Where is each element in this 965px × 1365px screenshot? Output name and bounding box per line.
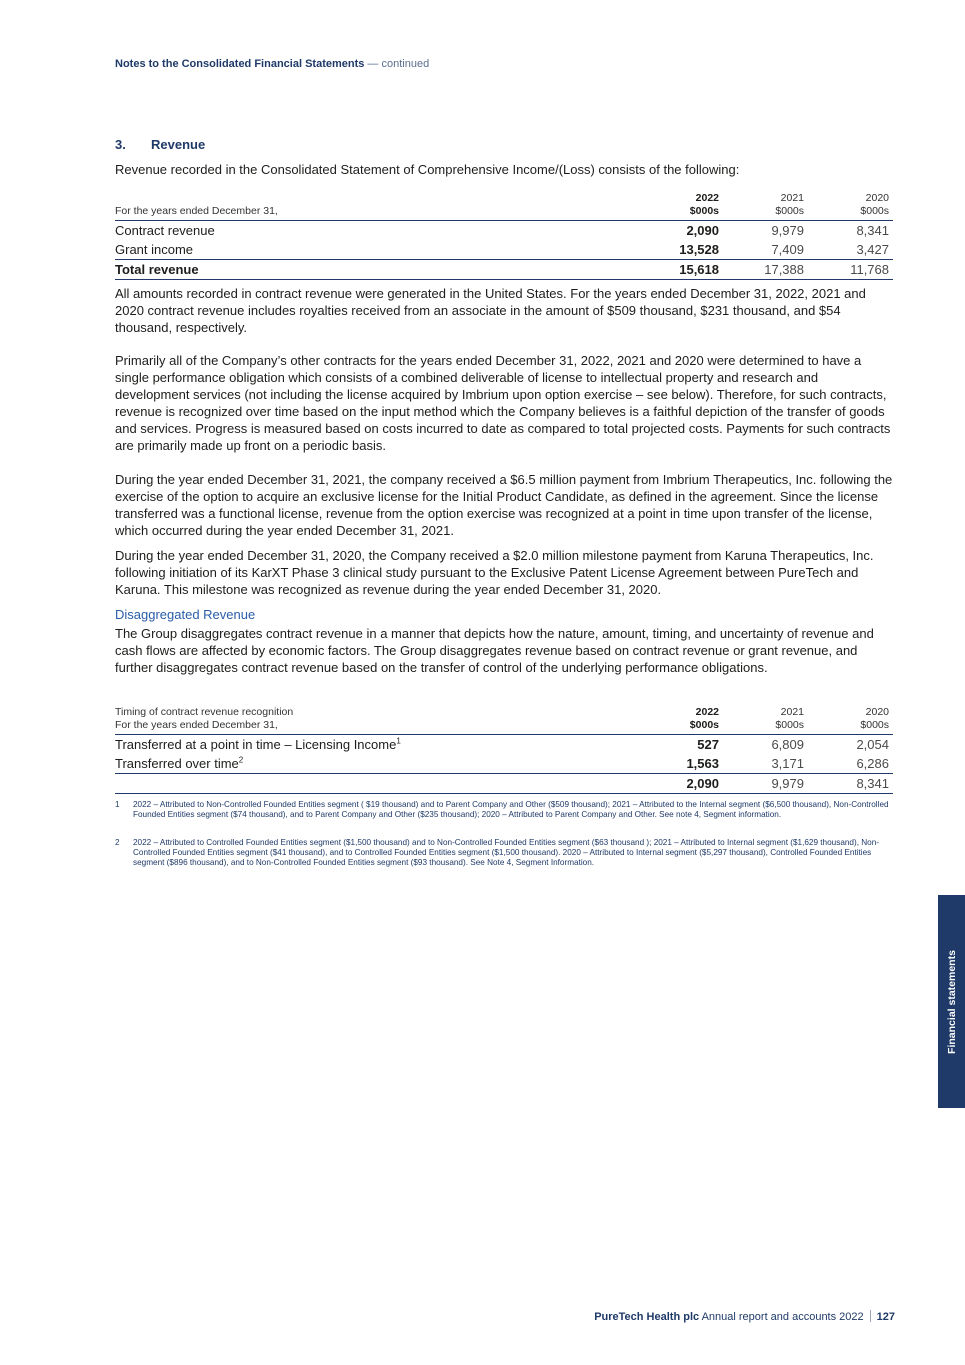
section-number: 3.: [115, 137, 126, 152]
table-row: [115, 221, 893, 241]
timing-table: [115, 706, 893, 794]
paragraph-performance-obligation: Primarily all of the Company’s other contracts for the years ended December 31, 2022, 2021 and 2020 were determined to have a single performance obligation which consists of a combined deliverable of license to intellectual property and research and development services (not including the license acquired by Imbrium upon option exercise – see below). Therefore, for such contracts, revenue is recognized over time based on the input method which the Company believes is a faithful depiction of the transfer of goods and services. Progress is measured based on costs incurred to date as compared to total projected costs. Payments for such contracts are primarily made up front on a periodic basis.: [115, 353, 891, 453]
footer-company: PureTech Health plc: [594, 1311, 700, 1323]
footnote-ref: 2: [238, 755, 244, 765]
row-label: Contract revenue: [115, 223, 215, 238]
cell-2021: 6,809: [771, 737, 804, 752]
paragraph-royalties: All amounts recorded in contract revenue were generated in the United States. For the years ended December 31, 2022, 2021 and 2020 contract revenue includes royalties received from an associate in the amount of $509 thousand, $231 thousand, and $54 thousand, respectively.: [115, 286, 866, 335]
timing-table-col-2022: 2022 $000s: [689, 706, 719, 731]
cell-2020: 2,054: [856, 737, 889, 752]
row-label: Transferred over time$^2$: [115, 755, 244, 771]
paragraph-imbrium: During the year ended December 31, 2021, the company received a $6.5 million payment from Imbrium Therapeutics, Inc. following the exercise of the option to acquire an exclusive license for the Initial Product Candidate, as defined in the agreement. Since the license transferred was a functional license, revenue from the option exercise was recognized at a point in time upon transfer of the license, which occurred during the year ended December 31, 2021.: [115, 472, 893, 538]
cell-2021: 7,409: [771, 242, 804, 257]
timing-table-col-2021: 2021 $000s: [775, 706, 804, 731]
running-header: [115, 58, 429, 70]
section-side-tab[interactable]: [938, 895, 965, 1108]
cell-2022: 1,563: [686, 756, 719, 771]
footer-divider: [870, 1310, 871, 1322]
cell-2022: 527: [697, 737, 719, 752]
row-label: Transferred at a point in time – Licensing Income$^1$: [115, 736, 401, 752]
page-footer: [594, 1310, 895, 1323]
footnote-2: [115, 838, 895, 868]
footnote-ref: 1: [396, 736, 401, 746]
revenue-table: [115, 192, 893, 280]
disaggregated-revenue-paragraph: The Group disaggregates contract revenue in a manner that depicts how the nature, amount, timing, and uncertainty of revenue and cash flows are affected by economic factors. The Group disaggregates revenue based on contract revenue or grant revenue, and further disaggregates contract revenue based on the transfer of control of the underlying performance obligations.: [115, 626, 874, 675]
total-2020: 11,768: [808, 260, 893, 280]
total-2022: 2,090: [613, 774, 723, 794]
revenue-table-col-2021: 2021 $000s: [775, 192, 804, 217]
cell-2020: 3,427: [856, 242, 889, 257]
revenue-table-label-header: For the years ended December 31,: [115, 205, 278, 217]
paragraph-karuna: During the year ended December 31, 2020, the Company received a $2.0 million milestone payment from Karuna Therapeutics, Inc. following initiation of its KarXT Phase 3 clinical study pursuant to the Exclusive Patent License Agreement between PureTech and Karuna. This milestone was recognized as revenue during the year ended December 31, 2020.: [115, 548, 874, 597]
timing-table-col-2020: 2020 $000s: [860, 706, 889, 731]
cell-2020: 8,341: [856, 223, 889, 238]
table-row: [115, 754, 893, 774]
footnote-1: [115, 800, 895, 820]
section-heading: Revenue: [151, 137, 206, 152]
timing-table-header: [115, 706, 893, 735]
footer-report: Annual report and accounts 2022: [701, 1311, 864, 1323]
total-label: [115, 774, 613, 794]
total-2021: 17,388: [723, 260, 808, 280]
cell-2022: 2,090: [686, 223, 719, 238]
timing-table-label-header: Timing of contract revenue recognition For the years ended December 31,: [115, 706, 294, 731]
cell-2022: 13,528: [679, 242, 719, 257]
footnote-text: 2022 – Attributed to Non-Controlled Founded Entities segment ( $19 thousand) and to Parent Company and Other ($509 thousand); 2021 – Attributed to the Internal segment ($6,500 thousand), Non-Controlled Founded Entities segment ($74 thousand), and to Parent Company and Other ($235 thousand); 2020 – Attributed to Parent Company and Other. See note 4, Segment information.: [133, 800, 889, 819]
page-number: 127: [876, 1311, 895, 1323]
intro-paragraph: Revenue recorded in the Consolidated Statement of Comprehensive Income/(Loss) consists of the following:: [115, 162, 740, 177]
row-label: Grant income: [115, 242, 194, 257]
section-title: [115, 137, 205, 152]
disaggregated-revenue-heading: Disaggregated Revenue: [115, 607, 256, 622]
total-2021: 9,979: [723, 774, 808, 794]
total-2020: 8,341: [808, 774, 893, 794]
footnote-text: 2022 – Attributed to Controlled Founded Entities segment ($1,500 thousand) and to Non-Controlled Founded Entities segment ($63 thousand ); 2021 – Attributed to Internal segment ($1,629 thousand), Non-Controlled Founded Entities segment ($41 thousand), and to Controlled Founded Entities segment ($1,500 thousand). 2020 – Attributed to Internal segment ($5,297 thousand), Controlled Founded Entities segment ($896 thousand), and to Non-Controlled Founded Entities segment ($93 thousand). See Note 4, Segment Information.: [133, 838, 879, 867]
total-row: [115, 260, 893, 280]
total-row: [115, 774, 893, 794]
table-row: [115, 735, 893, 755]
cell-2021: 3,171: [771, 756, 804, 771]
table-row: [115, 240, 893, 260]
footnote-number: 1: [115, 800, 120, 809]
revenue-table-col-2022: 2022 $000s: [689, 192, 719, 217]
cell-2020: 6,286: [856, 756, 889, 771]
running-header-continued: — continued: [364, 58, 430, 70]
side-tab-label: Financial statements: [945, 949, 958, 1054]
footnote-number: 2: [115, 838, 120, 847]
total-2022: 15,618: [613, 260, 723, 280]
revenue-table-col-2020: 2020 $000s: [860, 192, 889, 217]
total-label: Total revenue: [115, 260, 613, 280]
revenue-table-header: [115, 192, 893, 221]
cell-2021: 9,979: [771, 223, 804, 238]
running-header-title: Notes to the Consolidated Financial Statements: [115, 58, 365, 70]
